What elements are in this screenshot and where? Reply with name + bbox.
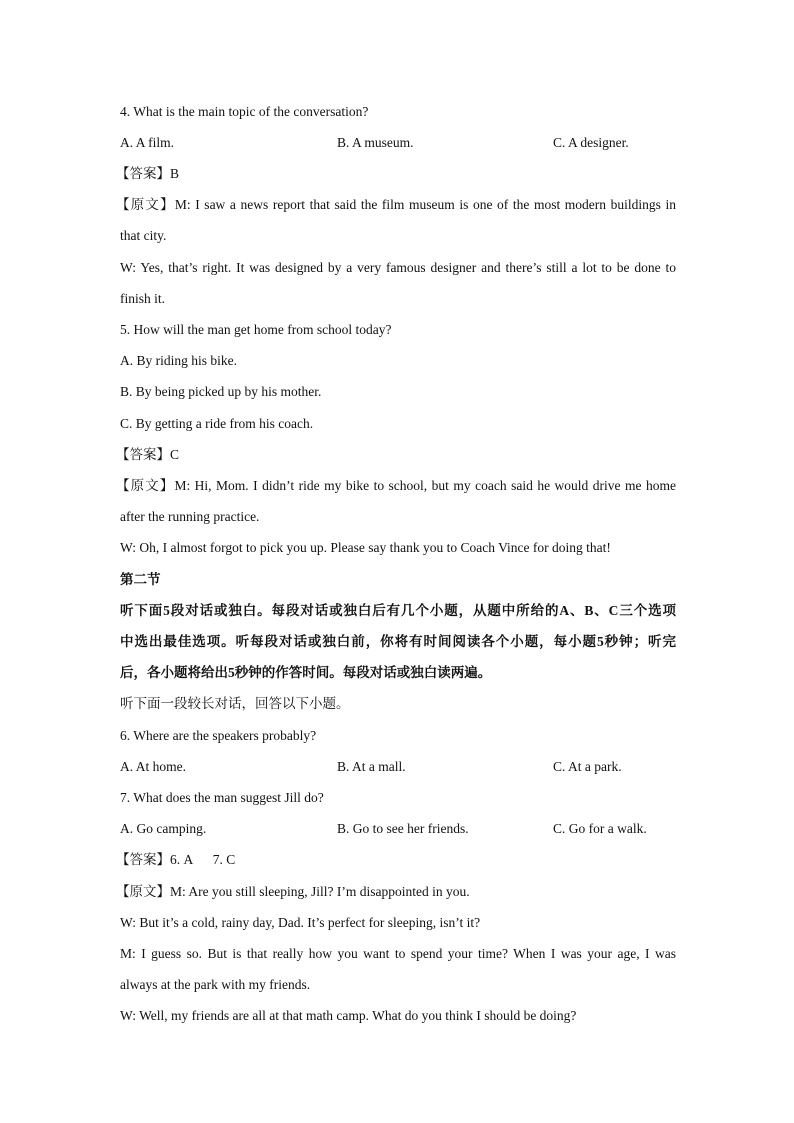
q4-transcript-line: 【原文】M: I saw a news report that said the film museum is one of the most modern buildings in — [116, 197, 676, 212]
q5-transcript-line: W: Oh, I almost forgot to pick you up. Please say thank you to Coach Vince for doing that! — [120, 540, 611, 555]
question-7: 7. What does the man suggest Jill do? — [120, 790, 324, 805]
q4-option-a: A. A film. — [120, 135, 175, 150]
q5-option-b: B. By being picked up by his mother. — [120, 384, 322, 399]
q5-option-c: C. By getting a ride from his coach. — [120, 416, 314, 431]
q67-transcript-line: always at the park with my friends. — [120, 977, 311, 992]
section-title: 第二节 — [120, 572, 161, 587]
q67-transcript-line: W: Well, my friends are all at that math camp. What do you think I should be doing? — [120, 1008, 577, 1023]
q67-transcript-line: M: I guess so. But is that really how you want to spend your time? When I was your age, I was — [120, 946, 676, 961]
q6-option-b: B. At a mall. — [337, 759, 406, 774]
question-4: 4. What is the main topic of the conversation? — [120, 104, 369, 119]
q5-transcript-line: 【原文】M: Hi, Mom. I didn’t ride my bike to school, but my coach said he would drive me home — [116, 478, 676, 493]
q67-transcript-line: 【原文】M: Are you still sleeping, Jill? I’m disappointed in you. — [116, 884, 470, 899]
q7-option-b: B. Go to see her friends. — [337, 821, 469, 836]
q4-option-b: B. A museum. — [337, 135, 414, 150]
section-instruction: 后，各小题将给出5秒钟的作答时间。每段对话或独白读两遍。 — [120, 665, 492, 680]
q5-option-a: A. By riding his bike. — [120, 353, 237, 368]
q5-answer: 【答案】C — [116, 447, 180, 462]
q5-transcript-line: after the running practice. — [120, 509, 260, 524]
section-instruction: 中选出最佳选项。听每段对话或独白前，你将有时间阅读各个小题，每小题5秒钟；听完 — [120, 634, 676, 649]
question-5: 5. How will the man get home from school today? — [120, 322, 392, 337]
question-6: 6. Where are the speakers probably? — [120, 728, 317, 743]
q4-transcript-line: finish it. — [120, 291, 166, 306]
section-instruction: 听下面5段对话或独白。每段对话或独白后有几个小题，从题中所给的A、B、C三个选项 — [120, 603, 676, 618]
q67-answer: 【答案】6. A 7. C — [116, 852, 236, 867]
q4-transcript-line: that city. — [120, 228, 167, 243]
q67-transcript-line: W: But it’s a cold, rainy day, Dad. It’s perfect for sleeping, isn’t it? — [120, 915, 481, 930]
q4-answer: 【答案】B — [116, 166, 180, 181]
q7-option-c: C. Go for a walk. — [553, 821, 647, 836]
q4-transcript-line: W: Yes, that’s right. It was designed by a very famous designer and there’s still a lot to be done to — [120, 260, 676, 275]
q7-option-a: A. Go camping. — [120, 821, 207, 836]
q6-option-a: A. At home. — [120, 759, 186, 774]
q6-option-c: C. At a park. — [553, 759, 622, 774]
section-lead: 听下面一段较长对话，回答以下小题。 — [120, 696, 350, 711]
q4-option-c: C. A designer. — [553, 135, 629, 150]
